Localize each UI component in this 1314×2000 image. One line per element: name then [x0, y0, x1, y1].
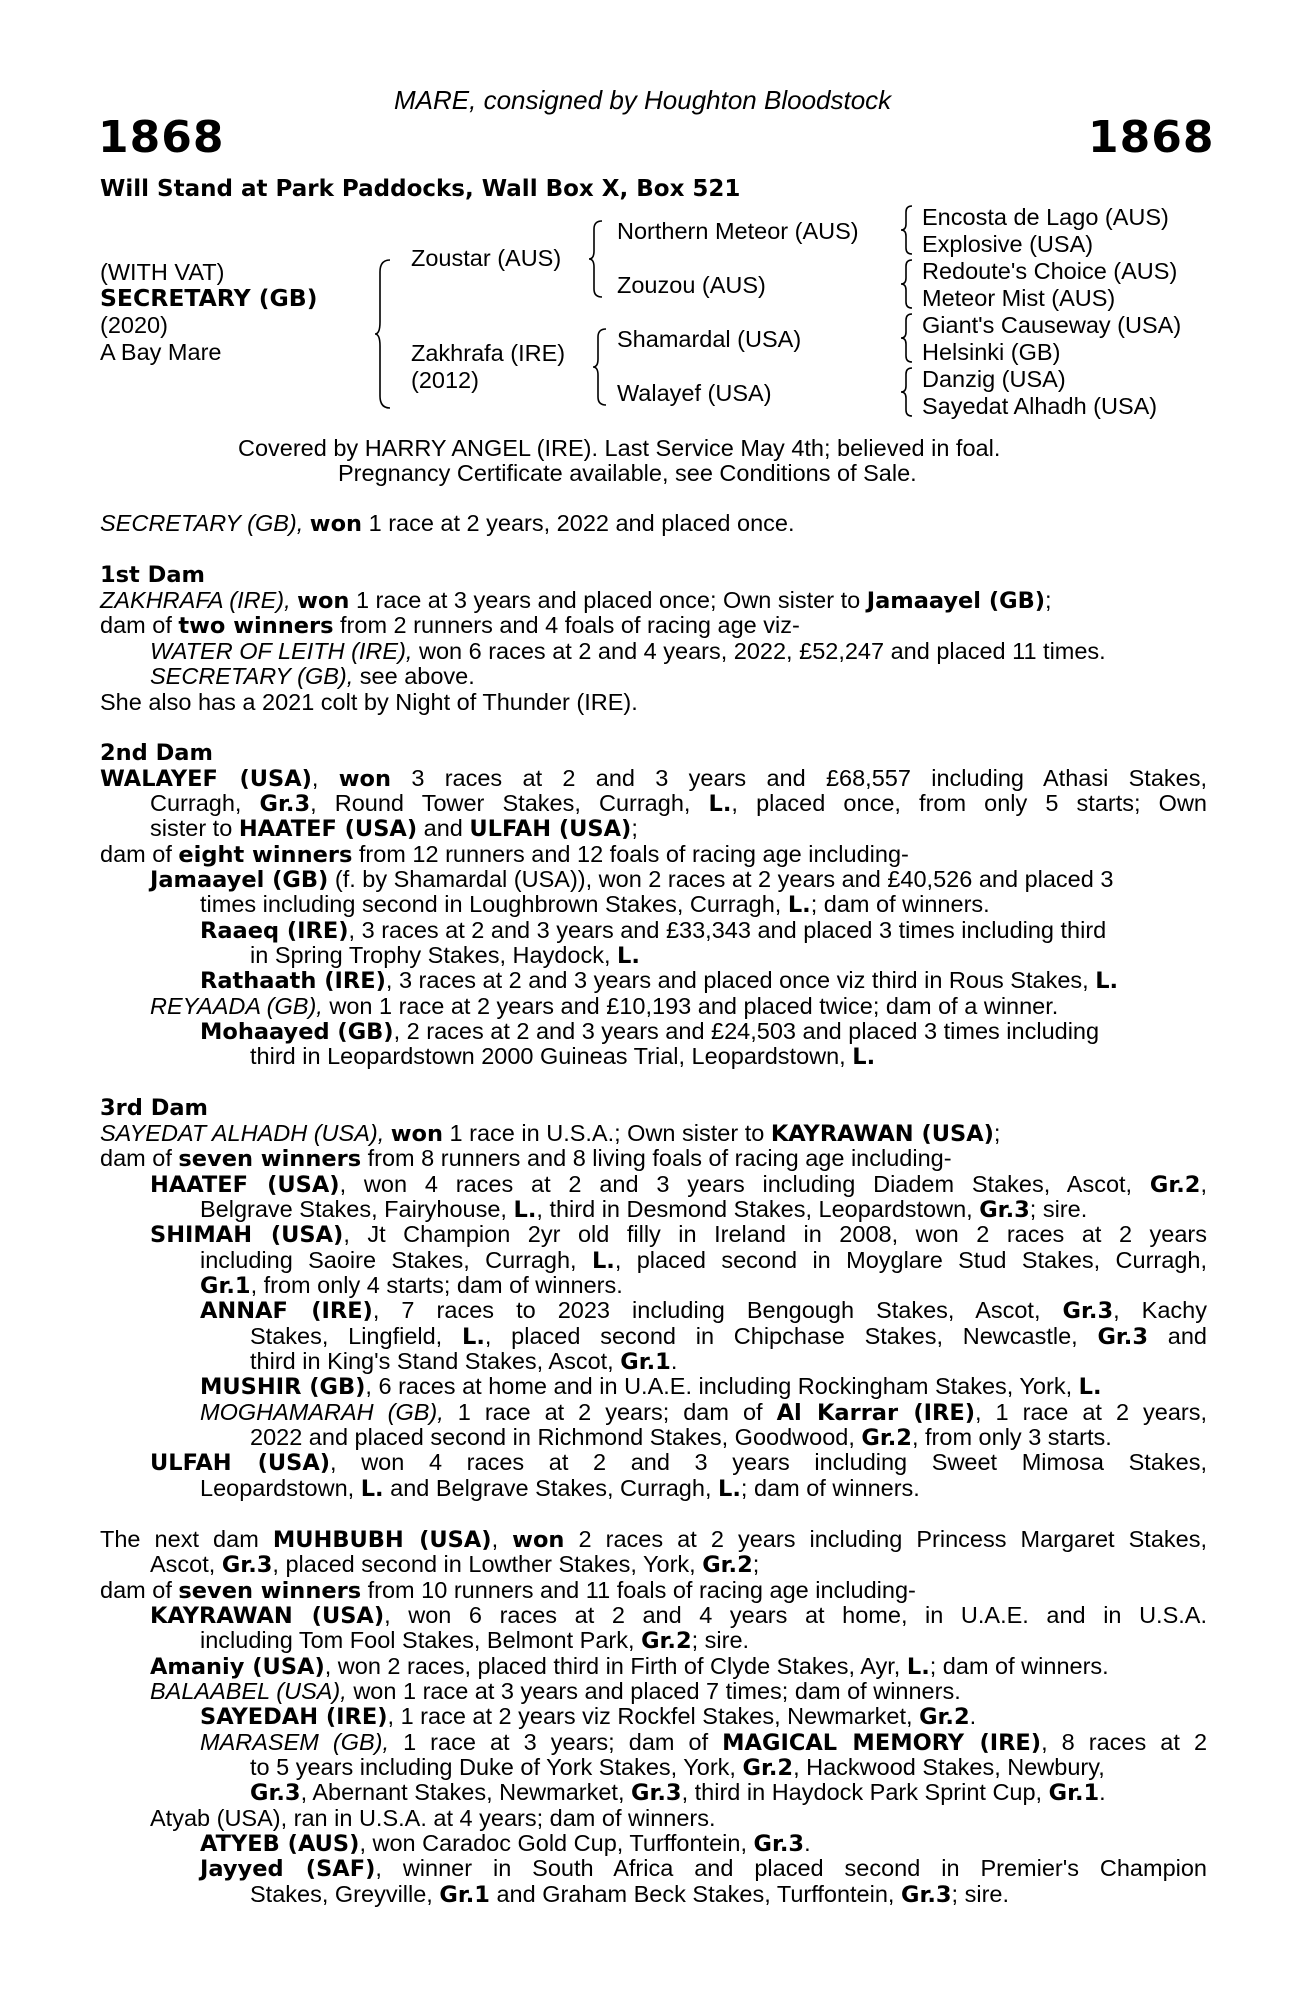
nextdam-line-6: Amaniy (USA), won 2 races, placed third in Firth of Clyde Stakes, Ayr, L.; dam of winners. [150, 1653, 1109, 1680]
dam3-line-10: third in King's Stand Stakes, Ascot, Gr.1. [250, 1348, 678, 1375]
brace-g4 [900, 366, 914, 418]
grandsire-2: Explosive (USA) [922, 231, 1094, 257]
dam1-line-1: ZAKHRAFA (IRE), won 1 race at 3 years and placed once; Own sister to Jamaayel (GB); [100, 587, 1052, 614]
horse-name: SECRETARY (GB) [100, 284, 318, 312]
dam3-line-12: MOGHAMARAH (GB), 1 race at 2 years; dam of Al Karrar (IRE), 1 race at 2 years, [200, 1399, 1208, 1426]
dam2-line-8: in Spring Trophy Stakes, Haydock, L. [250, 942, 640, 969]
nextdam-line-8: SAYEDAH (IRE), 1 race at 2 years viz Rockfel Stakes, Newmarket, Gr.2. [200, 1703, 977, 1730]
horse-year: (2020) [100, 312, 168, 338]
grandsire-6: Helsinki (GB) [922, 339, 1061, 365]
brace-sire-dam [374, 258, 394, 410]
nextdam-line-12: Atyab (USA), ran in U.S.A. at 4 years; dam of winners. [150, 1805, 716, 1831]
dam2-line-12: third in Leopardstown 2000 Guineas Trial, Leopardstown, L. [250, 1043, 876, 1070]
dam3-line-13: 2022 and placed second in Richmond Stakes, Goodwood, Gr.2, from only 3 starts. [250, 1424, 1112, 1451]
dam3-line-6: including Saoire Stakes, Curragh, L., placed second in Moyglare Stud Stakes, Curragh, [200, 1247, 1207, 1274]
dam1-line-4: SECRETARY (GB), see above. [150, 663, 475, 689]
brace-g1 [900, 204, 914, 256]
nextdam-line-10: to 5 years including Duke of York Stakes, York, Gr.2, Hackwood Stakes, Newbury, [250, 1754, 1105, 1781]
dam: Zakhrafa (IRE) [411, 340, 566, 366]
nextdam-line-2: Ascot, Gr.3, placed second in Lowther Stakes, York, Gr.2; [150, 1551, 760, 1578]
consignor-line: MARE, consigned by Houghton Bloodstock [394, 85, 892, 115]
dam2-line-5: Jamaayel (GB) (f. by Shamardal (USA)), won 2 races at 2 years and £40,526 and placed 3 [150, 866, 1114, 893]
nextdam-line-4: KAYRAWAN (USA), won 6 races at 2 and 4 years at home, in U.A.E. and in U.S.A. [150, 1602, 1207, 1629]
nextdam-line-15: Stakes, Greyville, Gr.1 and Graham Beck Stakes, Turffontein, Gr.3; sire. [250, 1881, 1010, 1908]
dam2-line-9: Rathaath (IRE), 3 races at 2 and 3 years and placed once viz third in Rous Stakes, L. [200, 967, 1119, 994]
nextdam-line-13: ATYEB (AUS), won Caradoc Gold Cup, Turffontein, Gr.3. [200, 1830, 811, 1857]
brace-sire-line [588, 219, 604, 299]
grandsire-5: Giant's Causeway (USA) [922, 312, 1182, 338]
dam3-heading: 3rd Dam [100, 1095, 208, 1121]
dam2-line-3: sister to HAATEF (USA) and ULFAH (USA); [150, 815, 638, 842]
grandsire-8: Sayedat Alhadh (USA) [922, 393, 1158, 419]
dam-sire: Shamardal (USA) [617, 326, 802, 352]
dam3-line-14: ULFAH (USA), won 4 races at 2 and 3 years including Sweet Mimosa Stakes, [150, 1449, 1207, 1476]
dam-dam: Walayef (USA) [617, 380, 772, 406]
nextdam-line-1: The next dam MUHBUBH (USA), won 2 races at 2 years including Princess Margaret Stakes, [100, 1526, 1207, 1553]
covering-line-2: Pregnancy Certificate available, see Conditions of Sale. [338, 460, 917, 486]
lot-number-right: 1868 [1088, 112, 1215, 163]
stand-location: Will Stand at Park Paddocks, Wall Box X, Box 521 [100, 176, 741, 202]
nextdam-line-11: Gr.3, Abernant Stakes, Newmarket, Gr.3, third in Haydock Park Sprint Cup, Gr.1. [250, 1779, 1106, 1806]
covering-line-1: Covered by HARRY ANGEL (IRE). Last Service May 4th; believed in foal. [238, 435, 1001, 461]
grandsire-7: Danzig (USA) [922, 366, 1066, 392]
sire-dam: Zouzou (AUS) [617, 272, 766, 298]
dam3-line-2: dam of seven winners from 8 runners and 8 living foals of racing age including- [100, 1145, 952, 1172]
dam-year: (2012) [411, 367, 479, 393]
dam3-line-8: ANNAF (IRE), 7 races to 2023 including Bengough Stakes, Ascot, Gr.3, Kachy [200, 1297, 1208, 1324]
nextdam-line-7: BALAABEL (USA), won 1 race at 3 years and placed 7 times; dam of winners. [150, 1678, 961, 1704]
dam2-line-11: Mohaayed (GB), 2 races at 2 and 3 years and £24,503 and placed 3 times including [200, 1018, 1100, 1045]
summary-line: SECRETARY (GB), won 1 race at 2 years, 2022 and placed once. [100, 510, 795, 537]
sire: Zoustar (AUS) [411, 245, 562, 271]
sire-sire: Northern Meteor (AUS) [617, 218, 859, 244]
lot-number-left: 1868 [98, 112, 225, 163]
dam3-line-4: Belgrave Stakes, Fairyhouse, L., third in Desmond Stakes, Leopardstown, Gr.3; sire. [200, 1196, 1088, 1223]
dam3-line-1: SAYEDAT ALHADH (USA), won 1 race in U.S.A.; Own sister to KAYRAWAN (USA); [100, 1120, 1001, 1147]
dam1-line-3: WATER OF LEITH (IRE), won 6 races at 2 and 4 years, 2022, £52,247 and placed 11 times. [150, 638, 1106, 664]
dam3-line-9: Stakes, Lingfield, L., placed second in Chipchase Stakes, Newcastle, Gr.3 and [250, 1323, 1207, 1350]
nextdam-line-3: dam of seven winners from 10 runners and 11 foals of racing age including- [100, 1577, 916, 1604]
dam3-line-15: Leopardstown, L. and Belgrave Stakes, Curragh, L.; dam of winners. [200, 1475, 920, 1502]
grandsire-1: Encosta de Lago (AUS) [922, 204, 1169, 230]
horse-description: A Bay Mare [100, 339, 222, 365]
dam2-line-7: Raaeq (IRE), 3 races at 2 and 3 years and £33,343 and placed 3 times including third [200, 917, 1107, 944]
dam3-line-7: Gr.1, from only 4 starts; dam of winners. [200, 1272, 623, 1299]
grandsire-4: Meteor Mist (AUS) [922, 285, 1116, 311]
nextdam-line-14: Jayyed (SAF), winner in South Africa and placed second in Premier's Champion [200, 1855, 1207, 1882]
dam1-heading: 1st Dam [100, 562, 205, 588]
dam1-line-5: She also has a 2021 colt by Night of Thunder (IRE). [100, 689, 638, 715]
brace-g2 [900, 258, 914, 310]
nextdam-line-9: MARASEM (GB), 1 race at 3 years; dam of MAGICAL MEMORY (IRE), 8 races at 2 [200, 1729, 1208, 1756]
dam2-heading: 2nd Dam [100, 740, 213, 766]
brace-g3 [900, 312, 914, 364]
horse-vat: (WITH VAT) [100, 259, 225, 285]
dam2-line-1: WALAYEF (USA), won 3 races at 2 and 3 years and £68,557 including Athasi Stakes, [100, 765, 1207, 792]
dam2-line-6: times including second in Loughbrown Stakes, Curragh, L.; dam of winners. [200, 891, 990, 918]
dam2-line-2: Curragh, Gr.3, Round Tower Stakes, Curragh, L., placed once, from only 5 starts; Own [150, 790, 1207, 817]
dam1-line-2: dam of two winners from 2 runners and 4 foals of racing age viz- [100, 612, 800, 639]
nextdam-line-5: including Tom Fool Stakes, Belmont Park, Gr.2; sire. [200, 1627, 750, 1654]
grandsire-3: Redoute's Choice (AUS) [922, 258, 1178, 284]
dam2-line-4: dam of eight winners from 12 runners and 12 foals of racing age including- [100, 841, 909, 868]
dam3-line-3: HAATEF (USA), won 4 races at 2 and 3 years including Diadem Stakes, Ascot, Gr.2, [150, 1171, 1207, 1198]
dam3-line-5: SHIMAH (USA), Jt Champion 2yr old filly in Ireland in 2008, won 2 races at 2 years [150, 1221, 1207, 1248]
dam3-line-11: MUSHIR (GB), 6 races at home and in U.A.E. including Rockingham Stakes, York, L. [200, 1373, 1102, 1400]
brace-dam-line [592, 327, 608, 407]
dam2-line-10: REYAADA (GB), won 1 race at 2 years and £10,193 and placed twice; dam of a winner. [150, 993, 1059, 1019]
